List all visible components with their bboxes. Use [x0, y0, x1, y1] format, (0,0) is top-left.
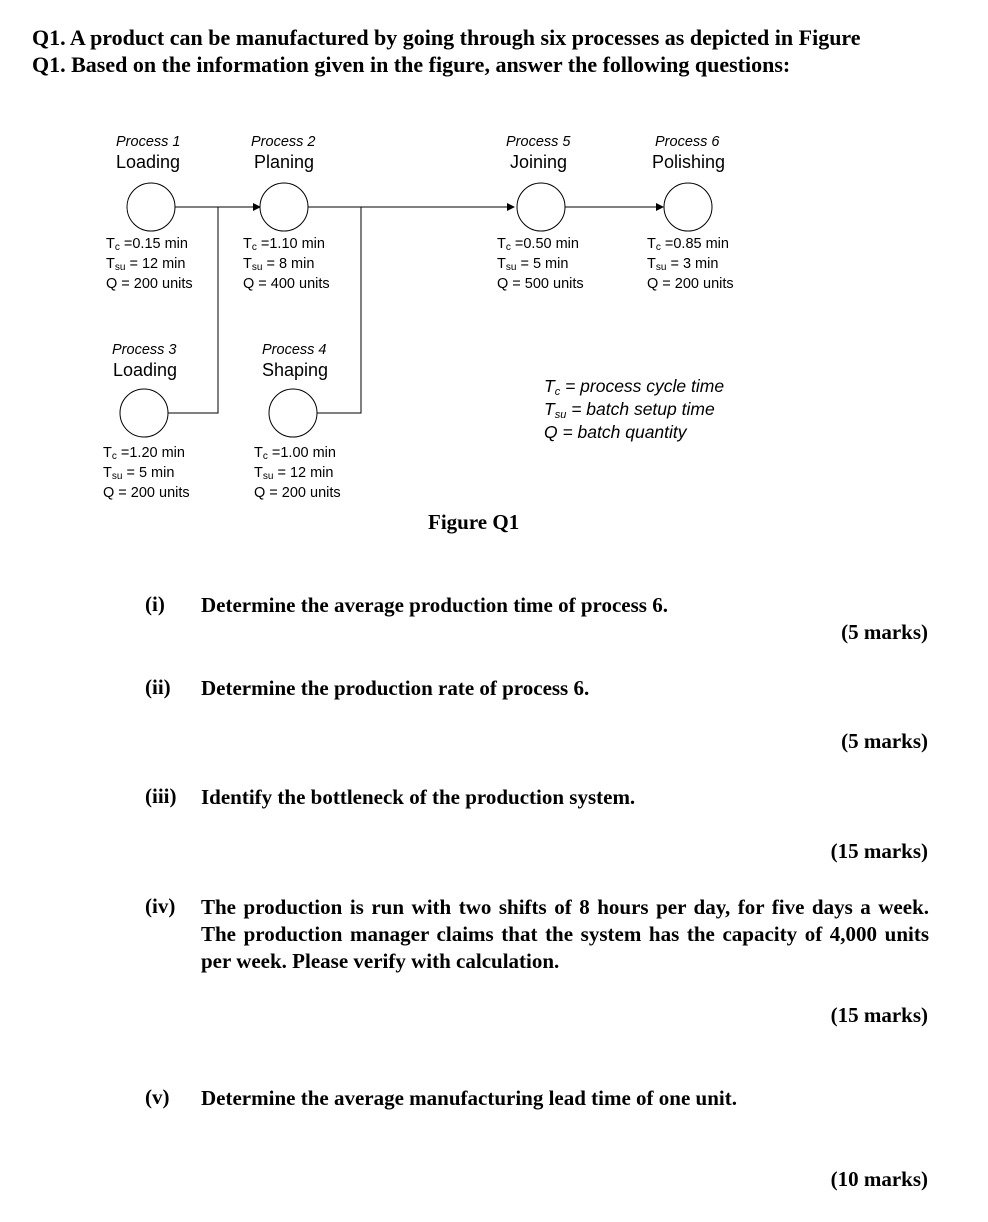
process-3-node: [120, 389, 168, 437]
process-6-q: Q = 200 units: [647, 276, 734, 292]
question-2-text: Determine the production rate of process 6.: [201, 676, 590, 700]
process-6-number: Process 6: [655, 134, 720, 150]
question-4-marks: (15 marks): [830, 1003, 928, 1027]
question-3-marks: (15 marks): [830, 839, 928, 863]
process-1-q: Q = 200 units: [106, 276, 193, 292]
process-5-params: [497, 234, 584, 294]
process-4-q: Q = 200 units: [254, 485, 341, 501]
question-3-text: Identify the bottleneck of the production system.: [201, 785, 636, 809]
legend-tsu: $T_{su}$ = batch setup time: [544, 399, 715, 421]
process-1-params: [106, 234, 193, 294]
process-3-tsu: $T_{su} = 5$ min: [103, 465, 175, 482]
process-2-q: Q = 400 units: [243, 276, 330, 292]
process-2-name: Planing: [254, 152, 315, 172]
process-4-tsu: $T_{su} = 12$ min: [254, 465, 334, 482]
question-4-number: (iv): [145, 894, 176, 918]
process-6-tsu: $T_{su} = 3$ min: [647, 256, 719, 273]
process-6-name: Polishing: [652, 152, 726, 172]
process-2-node: [260, 183, 308, 231]
process-6-node: [664, 183, 712, 231]
process-1-node: [127, 183, 175, 231]
question-1-number: (i): [145, 592, 165, 616]
process-5-name: Joining: [510, 152, 568, 172]
question-4-text: The production is run with two shifts of 8 hours per day, for five days a week. The production manager claims that the system has the capacity of 4,000 units per week. Please verify with calculation.: [201, 895, 929, 973]
process-3-params: [103, 443, 190, 503]
process-4-tc: $T_c =1.00$ min: [254, 445, 336, 462]
process-6-params: [647, 234, 734, 294]
legend-q: Q = batch quantity: [544, 422, 687, 442]
process-4-number: Process 4: [262, 342, 327, 358]
process-6-tc: $T_c =0.85$ min: [647, 236, 729, 253]
question-2-number: (ii): [145, 675, 171, 699]
figure-caption: Figure Q1: [428, 510, 520, 534]
question-5-text: Determine the average manufacturing lead time of one unit.: [201, 1086, 737, 1110]
process-1-number: Process 1: [116, 134, 181, 150]
legend-tc: $T_c$ = process cycle time: [544, 376, 725, 398]
question-1-text: Determine the average production time of process 6.: [201, 593, 668, 617]
process-4-name: Shaping: [262, 360, 329, 380]
process-1-tc: $T_c =0.15$ min: [106, 236, 188, 253]
process-3-number: Process 3: [112, 342, 177, 358]
process-5-node: [517, 183, 565, 231]
question-2-marks: (5 marks): [841, 729, 928, 753]
process-3-q: Q = 200 units: [103, 485, 190, 501]
process-5-tsu: $T_{su} = 5$ min: [497, 256, 569, 273]
process-5-q: Q = 500 units: [497, 276, 584, 292]
question-3-number: (iii): [145, 784, 177, 808]
process-4-node: [269, 389, 317, 437]
process-2-tsu: $T_{su} = 8$ min: [243, 256, 315, 273]
heading-line-1: Q1. A product can be manufactured by going through six processes as depicted in Figure: [32, 25, 861, 50]
question-5-number: (v): [145, 1085, 170, 1109]
process-1-name: Loading: [116, 152, 181, 172]
process-2-number: Process 2: [251, 134, 316, 150]
question-5-marks: (10 marks): [830, 1167, 928, 1191]
figure-legend: [544, 375, 724, 444]
process-4-params: [254, 443, 341, 503]
process-3-tc: $T_c =1.20$ min: [103, 445, 185, 462]
heading-line-2: Q1. Based on the information given in the figure, answer the following questions:: [32, 52, 791, 77]
question-1-marks: (5 marks): [841, 620, 928, 644]
process-3-name: Loading: [113, 360, 178, 380]
process-1-tsu: $T_{su} = 12$ min: [106, 256, 186, 273]
process-5-number: Process 5: [506, 134, 571, 150]
process-2-params: [243, 234, 330, 294]
process-2-tc: $T_c =1.10$ min: [243, 236, 325, 253]
process-5-tc: $T_c =0.50$ min: [497, 236, 579, 253]
